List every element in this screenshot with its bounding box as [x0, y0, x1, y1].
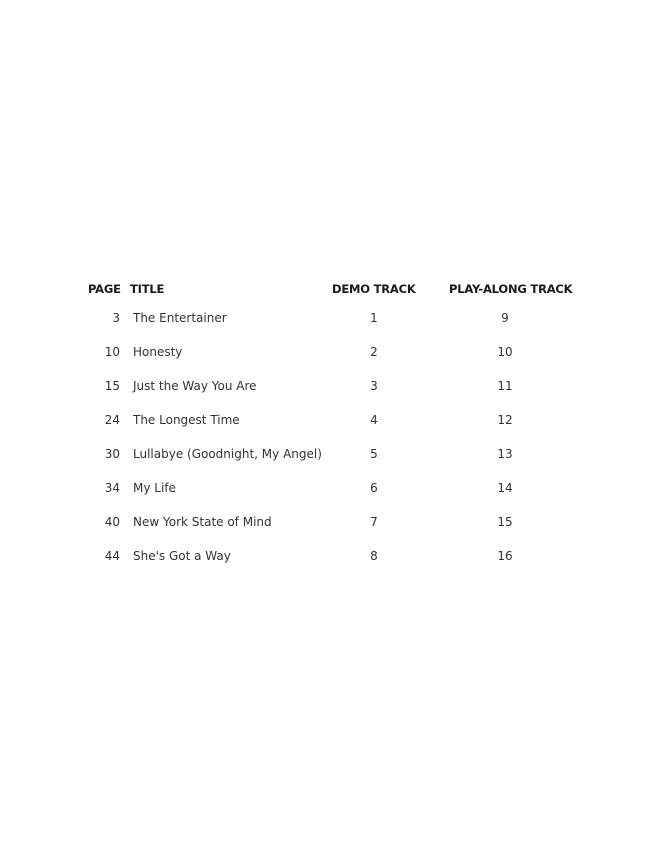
row-play-along-track: 16: [497, 549, 513, 563]
table-row: [0, 445, 648, 479]
header-play-along-track: PLAY-ALONG TRACK: [449, 282, 573, 296]
row-page-number: 44: [104, 549, 120, 563]
table-row: [0, 479, 648, 513]
row-demo-track: 1: [370, 311, 378, 325]
row-song-title: The Entertainer: [133, 311, 227, 325]
row-demo-track: 5: [370, 447, 378, 461]
row-song-title: My Life: [133, 481, 176, 495]
header-page: PAGE: [88, 282, 121, 296]
row-demo-track: 4: [370, 413, 378, 427]
row-demo-track: 3: [370, 379, 378, 393]
header-demo-track: DEMO TRACK: [332, 282, 416, 296]
row-page-number: 34: [104, 481, 120, 495]
row-page-number: 10: [104, 345, 120, 359]
row-page-number: 15: [104, 379, 120, 393]
table-row: [0, 343, 648, 377]
table-row: [0, 377, 648, 411]
track-list: [0, 309, 648, 581]
row-page-number: 3: [112, 311, 120, 325]
row-song-title: Just the Way You Are: [133, 379, 257, 393]
row-song-title: Lullabye (Goodnight, My Angel): [133, 447, 322, 461]
row-song-title: New York State of Mind: [133, 515, 272, 529]
header-title: TITLE: [130, 282, 165, 296]
row-page-number: 30: [104, 447, 120, 461]
row-play-along-track: 12: [497, 413, 513, 427]
table-row: [0, 547, 648, 581]
row-demo-track: 8: [370, 549, 378, 563]
table-row: [0, 309, 648, 343]
row-demo-track: 6: [370, 481, 378, 495]
table-row: [0, 513, 648, 547]
row-play-along-track: 13: [497, 447, 513, 461]
row-play-along-track: 14: [497, 481, 513, 495]
row-play-along-track: 15: [497, 515, 513, 529]
row-song-title: Honesty: [133, 345, 183, 359]
row-play-along-track: 11: [497, 379, 513, 393]
table-header: [0, 282, 648, 298]
row-page-number: 24: [104, 413, 120, 427]
row-page-number: 40: [104, 515, 120, 529]
row-play-along-track: 10: [497, 345, 513, 359]
table-row: [0, 411, 648, 445]
row-song-title: The Longest Time: [133, 413, 240, 427]
row-play-along-track: 9: [501, 311, 509, 325]
row-demo-track: 7: [370, 515, 378, 529]
row-song-title: She's Got a Way: [133, 549, 231, 563]
row-demo-track: 2: [370, 345, 378, 359]
